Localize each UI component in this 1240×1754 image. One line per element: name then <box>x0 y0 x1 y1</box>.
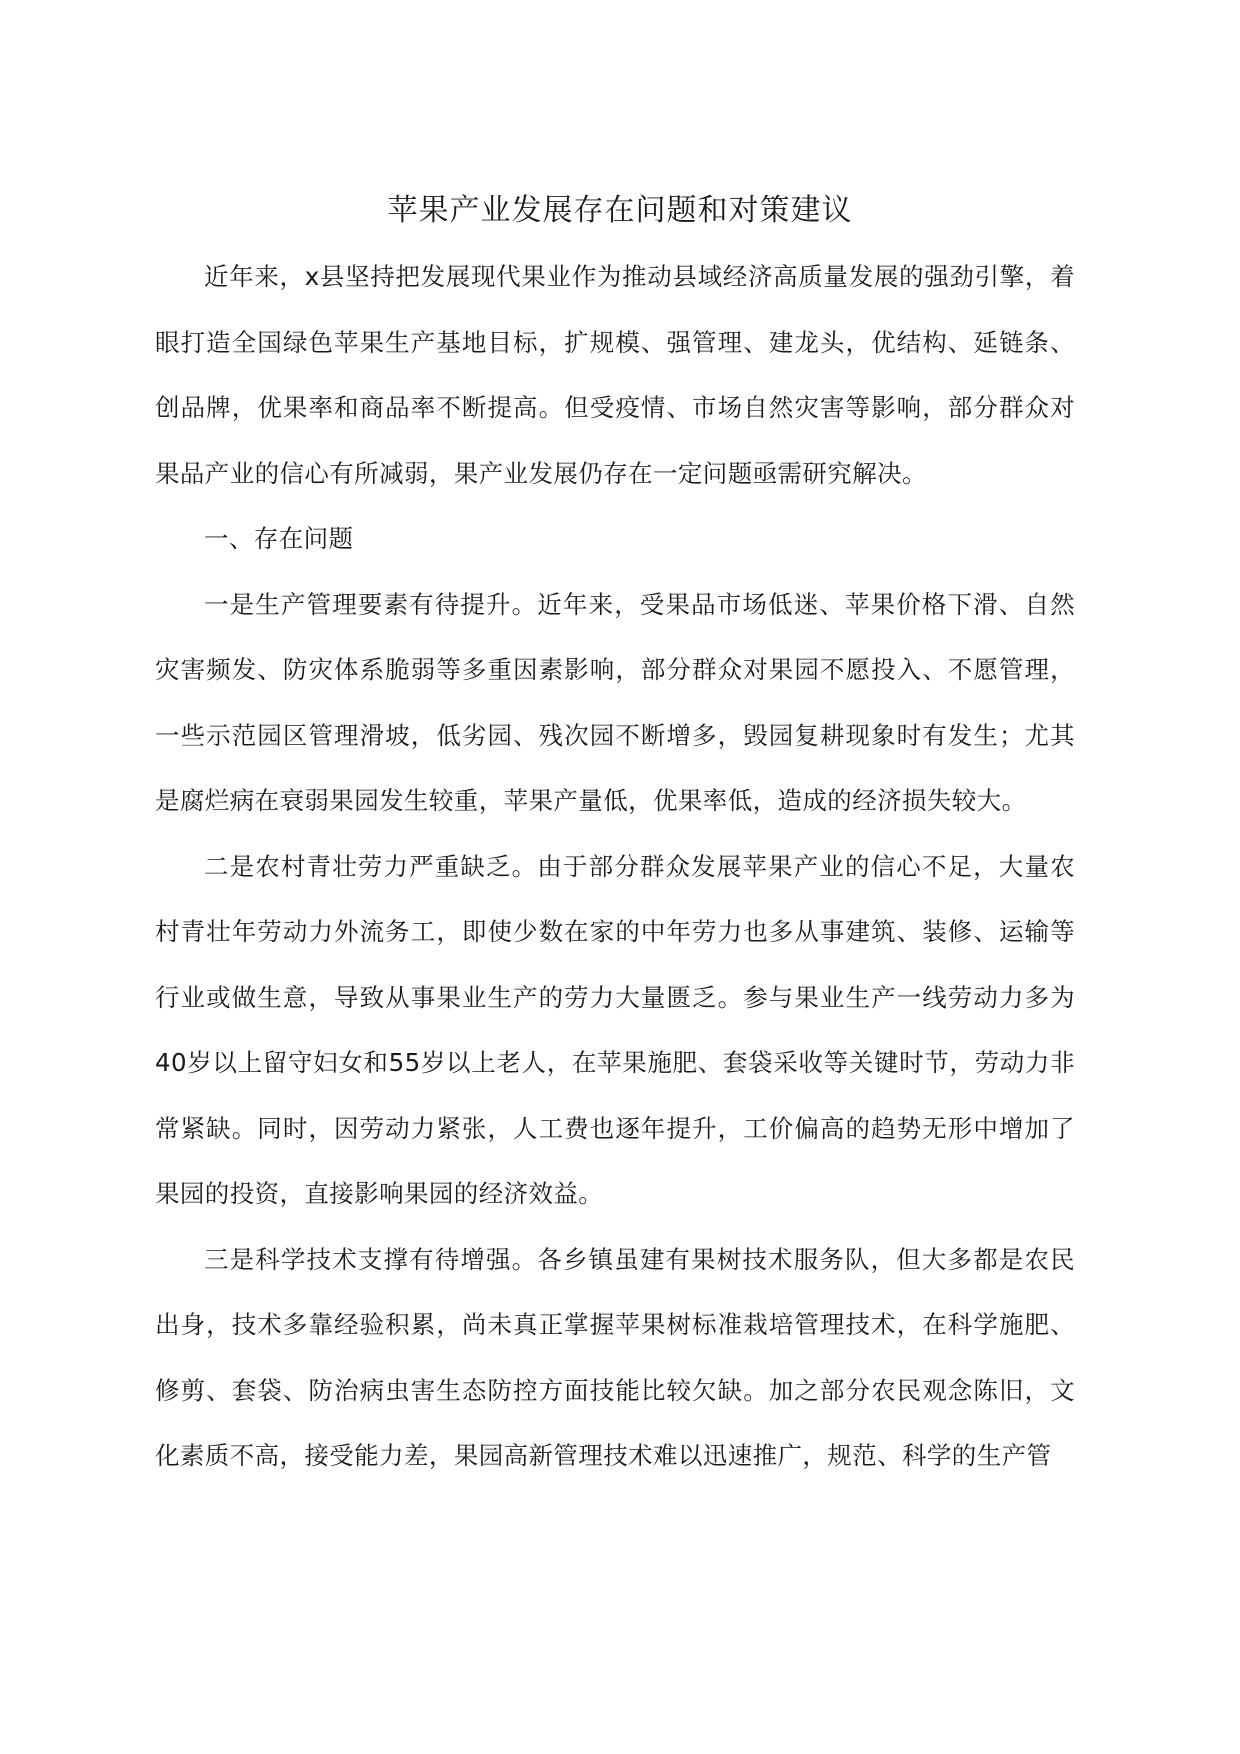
problem-paragraph-2: 二是农村青壮劳力严重缺乏。由于部分群众发展苹果产业的信心不足，大量农村青壮年劳动力外流务工，即使少数在家的中年劳力也多从事建筑、装修、运输等行业或做生意，导致从事果业生产的劳力大量匮乏。参与果业生产一线劳动力多为40岁以上留守妇女和55岁以上老人，在苹果施肥、套袋采收等关键时节，劳动力非常紧缺。同时，因劳动力紧张，人工费也逐年提升，工价偏高的趋势无形中增加了果园的投资，直接影响果园的经济效益。 <box>155 851 1075 1208</box>
document-body <box>155 244 1075 1489</box>
document-title: 苹果产业发展存在问题和对策建议 <box>387 193 853 228</box>
intro-paragraph: 近年来，x县坚持把发展现代果业作为推动县域经济高质量发展的强劲引擎，着眼打造全国绿色苹果生产基地目标，扩规模、强管理、建龙头，优结构、延链条、创品牌，优果率和商品率不断提高。但受疫情、市场自然灾害等影响，部分群众对果品产业的信心有所减弱，果产业发展仍存在一定问题亟需研究解决。 <box>155 262 1075 488</box>
section-heading-problems: 一、存在问题 <box>204 524 354 553</box>
problem-paragraph-1: 一是生产管理要素有待提升。近年来，受果品市场低迷、苹果价格下滑、自然灾害频发、防灾体系脆弱等多重因素影响，部分群众对果园不愿投入、不愿管理，一些示范园区管理滑坡，低劣园、残次园不断增多，毁园复耕现象时有发生；尤其是腐烂病在衰弱果园发生较重，苹果产量低，优果率低，造成的经济损失较大。 <box>155 589 1075 815</box>
problem-paragraph-3: 三是科学技术支撑有待增强。各乡镇虽建有果树技术服务队，但大多都是农民出身，技术多靠经验积累，尚未真正掌握苹果树标准栽培管理技术，在科学施肥、修剪、套袋、防治病虫害生态防控方面技能比较欠缺。加之部分农民观念陈旧，文化素质不高，接受能力差，果园高新管理技术难以迅速推广，规范、科学的生产管 <box>155 1244 1075 1470</box>
